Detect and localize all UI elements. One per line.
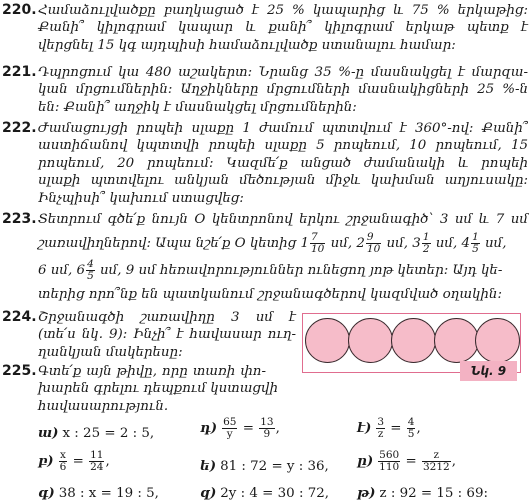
fraction: $\frac{560}{110}$	[379, 449, 400, 473]
problem-text-line: Համաձուլվածքը բաղկացած է 25 % կապարից և 75 % երկաթից:	[38, 3, 528, 18]
circle-shape	[475, 318, 520, 363]
equation-d: դ) $\frac{65}{y}$ = $\frac{13}{9}$ ,	[200, 416, 280, 440]
problem-number: 225.	[2, 363, 37, 379]
problem-text-line: Ժամացույցի րոպեի սլաքը 1 ժամում պտտվում է 360°-ով: Քանի՞	[38, 121, 528, 136]
equation-t: թ) z : 92 = 15 : 69:	[357, 485, 488, 501]
circle-shape	[305, 318, 350, 363]
fraction: $\frac{9}{10}$	[366, 231, 381, 256]
equation-e: է) $\frac{3}{z}$ = $\frac{4}{5}$ ,	[357, 416, 421, 440]
fraction: $\frac{13}{9}$	[260, 416, 274, 440]
problem-text-line: խարեն գրելու դեպքում կստացվի	[38, 381, 278, 397]
equation-a: ա) x : 25 = 2 : 5,	[38, 425, 155, 441]
equation-z: զ) 2y : 4 = 30 : 72,	[200, 485, 330, 501]
problem-text-line-with-fractions: 6 սմ, 6 $\frac{4}{5}$ սմ, 9 սմ հեռավորություններ ունեցող յոթ կետեր: Այդ կե-	[38, 258, 503, 283]
fraction: $\frac{1}{2}$	[422, 231, 430, 256]
problem-text-line: հավասարություն.	[38, 398, 169, 414]
fraction: $\frac{7}{10}$	[310, 231, 325, 256]
problem-text-line: ղանկյան մակերեսը:	[38, 344, 183, 360]
problem-text-line: (տե՛ս նկ. 9): Ինչի՞ է հավասար ուղ-	[38, 327, 296, 343]
circle-shape	[434, 318, 479, 363]
figure-label: Նկ. 9	[460, 361, 517, 381]
fraction: $\frac{1}{5}$	[472, 231, 479, 256]
problem-number: 222.	[2, 120, 37, 136]
problem-number: 224.	[2, 309, 37, 325]
problem-text-line: վերցնել 15 կգ այդպիսի համաձուլվածք ստանալու համար:	[38, 37, 456, 53]
equation-c8: ը) $\frac{560}{110}$ = $\frac{z}{3212}$ ,	[357, 449, 456, 473]
problem-text-line: Գտե՛ք այն թիվը, որը տառի փո-	[38, 364, 266, 379]
problem-text-line: րոպեում, 20 րոպեում: Կազմե՛ք անցած ժամանակի և րոպեի	[38, 155, 528, 171]
equation-g: գ) 38 : x = 19 : 5,	[38, 485, 159, 501]
problem-text-line: կան մրցումներին: Աղջիկները մրցումների մասնակիցների 25 %-ն	[38, 82, 528, 98]
fraction: $\frac{4}{5}$	[407, 416, 415, 440]
problem-text-line: Շրջանագծի շառավիղը 3 սմ է	[38, 310, 296, 325]
problem-text-line: Դպրոցում կա 480 աշակերտ: Նրանց 35 %-ը մասնակցել է մարզա-	[38, 65, 528, 80]
fraction: $\frac{x}{6}$	[59, 449, 67, 473]
problem-text-line: Տետրում գծե՛ք նույն O կենտրոնով երկու շրջանագիծ՝ 3 սմ և 7 սմ	[38, 212, 528, 227]
equation-ye: ե) 81 : 72 = y : 36,	[200, 458, 329, 474]
problem-text-line: աստիճանով կպտտվի րոպեի սլաքը 5 րոպեում, 10 րոպեում, 15	[38, 138, 528, 154]
problem-number: 223.	[2, 211, 37, 227]
problem-text-line: Քանի՞ կիլոգրամ կապար և քանի՞ կիլոգրամ երկաթ պետք է	[38, 20, 528, 36]
problem-text-line-with-fractions: շառավիղներով: Ապա նշե՛ք O կետից 1 $\frac{7}{10}$ սմ, 2 $\frac{9}{10}$ սմ, 3 $\frac{1}{2}$ սմ, 4 $\frac{1}{5}$ սմ,	[38, 231, 507, 256]
problem-number: 220.	[2, 2, 37, 18]
circle-shape	[348, 318, 393, 363]
fraction: $\frac{4}{5}$	[87, 258, 94, 283]
fraction: $\frac{3}{z}$	[377, 416, 385, 440]
fraction: $\frac{z}{3212}$	[422, 449, 450, 473]
circle-shape	[391, 318, 436, 363]
fraction: $\frac{11}{24}$	[90, 449, 104, 473]
problem-number: 221.	[2, 64, 37, 80]
problem-text-line: սլաքի պտտվելու անկյան մեծության միջև կախման աղյուսակը:	[38, 173, 528, 189]
problem-text-line: տերից որո՞նք են պատկանում շրջանագծերով կազմված օղակին:	[38, 287, 502, 303]
fraction: $\frac{65}{y}$	[223, 416, 237, 440]
problem-text-line: Ինչպիսի՞ կախում ստացվեց:	[38, 190, 244, 206]
equation-b: բ) $\frac{x}{6}$ = $\frac{11}{24}$ ,	[38, 449, 110, 473]
problem-text-line: են: Քանի՞ աղջիկ է մասնակցել մրցումներին:	[38, 99, 357, 115]
